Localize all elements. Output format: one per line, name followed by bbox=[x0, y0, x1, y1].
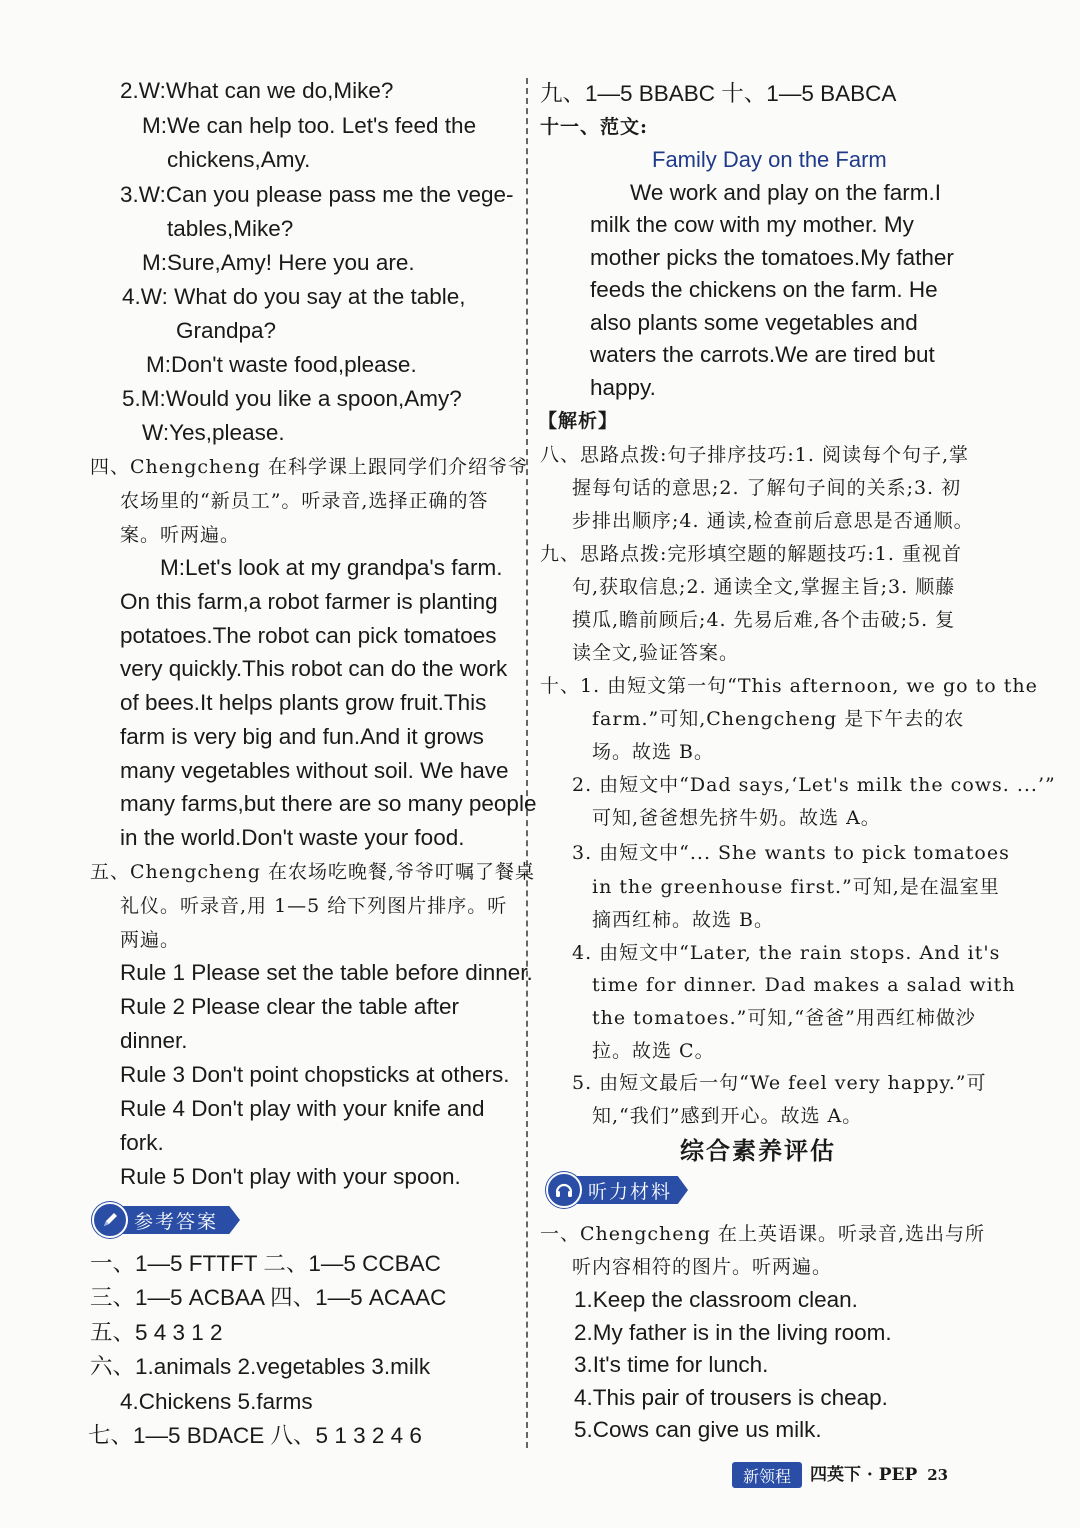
passage-line: farm is very big and fun.And it grows bbox=[120, 724, 484, 749]
passage-line: in the world.Don't waste your food. bbox=[120, 825, 465, 850]
question-4-instruction: 案。听两遍。 bbox=[120, 524, 241, 546]
analysis-line: 句,获取信息;2. 通读全文,掌握主旨;3. 顺藤 bbox=[572, 576, 956, 598]
listening-instruction: 一、Chengcheng 在上英语课。听录音,选出与所 bbox=[540, 1223, 986, 1245]
dialogue-line: tables,Mike? bbox=[167, 216, 294, 241]
analysis-line: 可知,爸爸想先挤牛奶。故选 A。 bbox=[592, 807, 881, 829]
answer-line: 一、1—5 FTTFT 二、1—5 CCBAC bbox=[90, 1251, 441, 1276]
question-4-instruction: 农场里的“新员工”。听录音,选择正确的答 bbox=[120, 490, 489, 512]
rule-line: Rule 5 Don't play with your spoon. bbox=[120, 1164, 461, 1189]
analysis-line: 场。故选 B。 bbox=[592, 741, 715, 763]
analysis-line: 八、思路点拨:句子排序技巧:1. 阅读每个句子,掌 bbox=[540, 444, 970, 466]
essay-title: Family Day on the Farm bbox=[652, 147, 887, 172]
analysis-line: in the greenhouse first.”可知,是在温室里 bbox=[592, 876, 1000, 898]
section-title: 综合素养评估 bbox=[680, 1137, 836, 1165]
dialogue-line: chickens,Amy. bbox=[167, 147, 311, 172]
analysis-line: 知,“我们”感到开心。故选 A。 bbox=[592, 1105, 863, 1127]
analysis-line: 握每句话的意思;2. 了解句子间的关系;3. 初 bbox=[572, 477, 962, 499]
essay-line: happy. bbox=[590, 375, 656, 400]
analysis-line: 摘西红柿。故选 B。 bbox=[592, 909, 775, 931]
essay-line: also plants some vegetables and bbox=[590, 310, 918, 335]
rule-line: Rule 4 Don't play with your knife and bbox=[120, 1096, 485, 1121]
dialogue-line: M:Sure,Amy! Here you are. bbox=[142, 250, 415, 275]
analysis-line: 3. 由短文中“... She wants to pick tomatoes bbox=[572, 842, 1010, 864]
analysis-line: 拉。故选 C。 bbox=[592, 1040, 715, 1062]
listening-sentence: 3.It's time for lunch. bbox=[574, 1352, 769, 1377]
rule-line: fork. bbox=[120, 1130, 164, 1155]
essay-line: mother picks the tomatoes.My father bbox=[590, 245, 954, 270]
passage-line: very quickly.This robot can do the work bbox=[120, 656, 508, 681]
essay-line: waters the carrots.We are tired but bbox=[590, 342, 935, 367]
rule-line: Rule 2 Please clear the table after bbox=[120, 994, 459, 1019]
listening-material-banner bbox=[546, 1174, 688, 1206]
headphones-icon bbox=[546, 1172, 582, 1208]
book-label: 四英下 · PEP bbox=[810, 1465, 918, 1485]
dialogue-line: M:Don't waste food,please. bbox=[146, 352, 417, 377]
rule-line: Rule 3 Don't point chopsticks at others. bbox=[120, 1062, 510, 1087]
listening-instruction: 听内容相符的图片。听两遍。 bbox=[572, 1256, 833, 1278]
answer-line: 六、1.animals 2.vegetables 3.milk bbox=[90, 1354, 431, 1379]
listening-sentence: 1.Keep the classroom clean. bbox=[574, 1287, 858, 1312]
rule-line: dinner. bbox=[120, 1028, 188, 1053]
banner-label: 参考答案 bbox=[134, 1210, 219, 1233]
answer-line: 三、1—5 ACBAA 四、1—5 ACAAC bbox=[90, 1285, 447, 1310]
analysis-line: the tomatoes.”可知,“爸爸”用西红柿做沙 bbox=[592, 1007, 976, 1029]
listening-sentence: 5.Cows can give us milk. bbox=[574, 1417, 822, 1442]
analysis-line: 5. 由短文最后一句“We feel very happy.”可 bbox=[572, 1072, 987, 1094]
answer-line: 九、1—5 BBABC 十、1—5 BABCA bbox=[540, 81, 897, 106]
analysis-line: 步排出顺序;4. 通读,检查前后意思是否通顺。 bbox=[572, 510, 974, 532]
passage-line: many farms,but there are so many people bbox=[120, 791, 537, 816]
passage-line: On this farm,a robot farmer is planting bbox=[120, 589, 498, 614]
dialogue-line: W:Yes,please. bbox=[142, 420, 285, 445]
essay-line: We work and play on the farm.I bbox=[630, 180, 941, 205]
essay-line: milk the cow with my mother. My bbox=[590, 212, 914, 237]
dialogue-line: M:We can help too. Let's feed the bbox=[142, 113, 477, 138]
answer-line: 4.Chickens 5.farms bbox=[120, 1389, 313, 1414]
publisher-logo: 新领程 bbox=[732, 1462, 802, 1488]
model-essay-label: 十一、范文: bbox=[540, 116, 649, 138]
analysis-line: 4. 由短文中“Later, the rain stops. And it's bbox=[572, 942, 1001, 964]
column-divider bbox=[526, 78, 528, 1448]
dialogue-line: Grandpa? bbox=[176, 318, 277, 343]
question-5-instruction: 五、Chengcheng 在农场吃晚餐,爷爷叮嘱了餐桌 bbox=[90, 861, 536, 883]
analysis-line: farm.”可知,Chengcheng 是下午去的农 bbox=[592, 708, 965, 730]
page-number: 23 bbox=[927, 1466, 949, 1484]
rule-line: Rule 1 Please set the table before dinner. bbox=[120, 960, 533, 985]
passage-line: of bees.It helps plants grow fruit.This bbox=[120, 690, 487, 715]
passage-line: many vegetables without soil. We have bbox=[120, 758, 509, 783]
banner-label: 听力材料 bbox=[588, 1180, 673, 1203]
essay-line: feeds the chickens on the farm. He bbox=[590, 277, 938, 302]
analysis-header: 【解析】 bbox=[538, 410, 619, 432]
dialogue-line: 3.W:Can you please pass me the vege- bbox=[120, 182, 514, 207]
answer-line: 五、5 4 3 1 2 bbox=[90, 1320, 223, 1345]
passage-line: potatoes.The robot can pick tomatoes bbox=[120, 623, 497, 648]
dialogue-line: 5.M:Would you like a spoon,Amy? bbox=[122, 386, 462, 411]
footer-label bbox=[810, 1462, 948, 1488]
listening-sentence: 2.My father is in the living room. bbox=[574, 1320, 892, 1345]
analysis-line: 九、思路点拨:完形填空题的解题技巧:1. 重视首 bbox=[540, 543, 962, 565]
analysis-line: 十、1. 由短文第一句“This afternoon, we go to the bbox=[540, 675, 1038, 697]
analysis-line: 摸瓜,瞻前顾后;4. 先易后难,各个击破;5. 复 bbox=[572, 609, 956, 631]
answer-key-banner bbox=[92, 1204, 240, 1236]
question-5-instruction: 礼仪。听录音,用 1—5 给下列图片排序。听 bbox=[120, 895, 508, 917]
analysis-line: 读全文,验证答案。 bbox=[572, 642, 740, 664]
analysis-line: time for dinner. Dad makes a salad with bbox=[592, 974, 1016, 996]
question-4-instruction: 四、Chengcheng 在科学课上跟同学们介绍爷爷 bbox=[90, 456, 528, 478]
pencil-icon bbox=[92, 1202, 128, 1238]
passage-line: M:Let's look at my grandpa's farm. bbox=[160, 555, 503, 580]
answer-line: 七、1—5 BDACE 八、5 1 3 2 4 6 bbox=[88, 1423, 422, 1448]
question-5-instruction: 两遍。 bbox=[120, 929, 181, 951]
analysis-line: 2. 由短文中“Dad says,‘Let's milk the cows. ...’” bbox=[572, 774, 1056, 796]
listening-sentence: 4.This pair of trousers is cheap. bbox=[574, 1385, 888, 1410]
dialogue-line: 4.W: What do you say at the table, bbox=[122, 284, 466, 309]
dialogue-line: 2.W:What can we do,Mike? bbox=[120, 78, 394, 103]
